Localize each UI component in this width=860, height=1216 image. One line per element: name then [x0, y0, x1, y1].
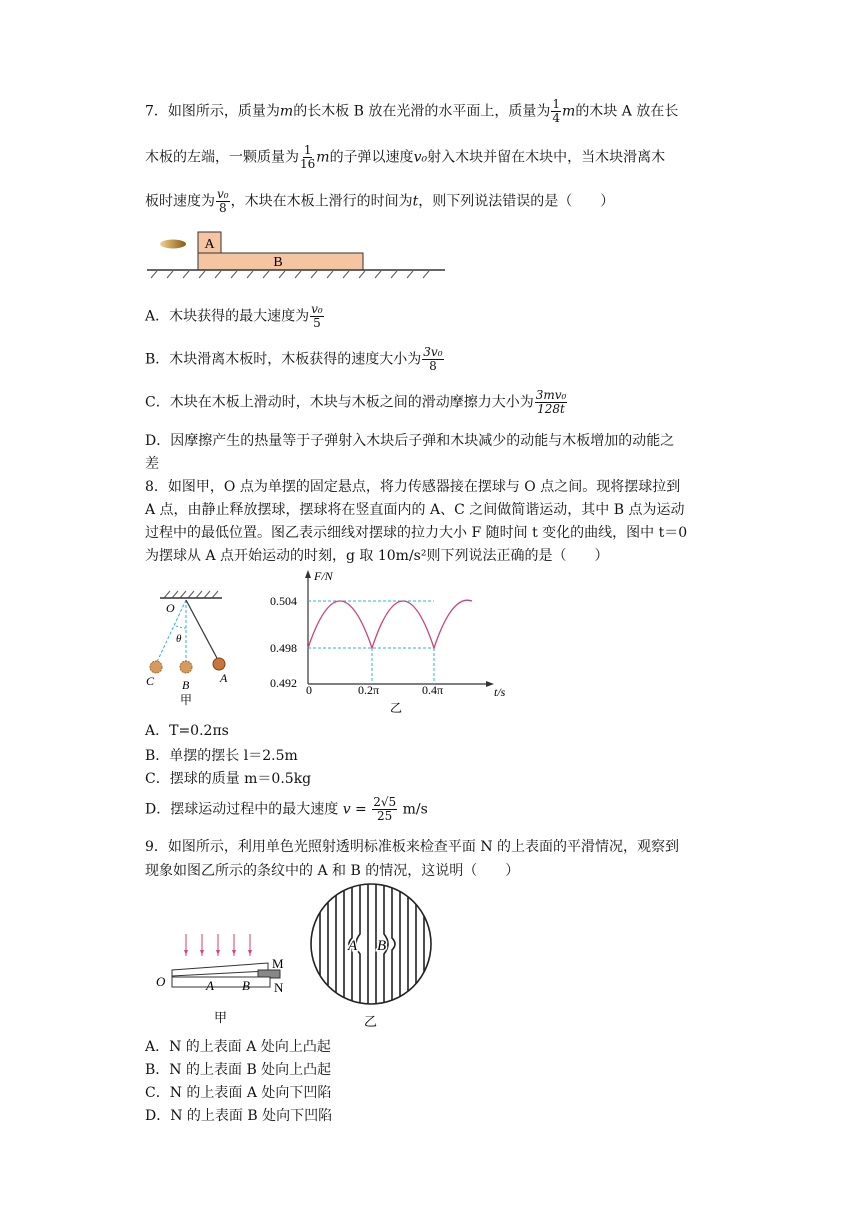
ball-b — [180, 661, 192, 673]
pivot-o-label: O — [166, 601, 175, 615]
theta-label: θ — [176, 633, 182, 645]
q8-option-a[interactable]: A．T=0.2πs — [145, 723, 229, 739]
q9-stem-line-2: 现象如图乙所示的条纹中的 A 和 B 的情况，这说明（ ） — [145, 863, 520, 879]
svg-text:N: N — [274, 980, 284, 995]
x-tick-0: 0 — [306, 683, 312, 697]
q9-figure-interference-setup — [150, 930, 300, 1030]
bullet-icon — [160, 240, 186, 249]
q7-option-a[interactable]: A．木块获得的最大速度为 $\frac{\text{v₀}}{5}$ — [145, 302, 323, 330]
force-curve — [308, 600, 472, 648]
q7-figure-block-board — [145, 228, 445, 284]
q8-option-b[interactable]: B．单摆的摆长 l＝2.5m — [145, 748, 298, 764]
fringe-a-label: A — [348, 938, 358, 954]
q7-stem-line-1: 7．如图所示，质量为m的长木板 B 放在光滑的水平面上，质量为 $\frac{1}{4}$ m的木块 A 放在长 — [145, 97, 679, 125]
q8-stem-line-3: 过程中的最低位置。图乙表示细线对摆球的拉力大小 F 随时间 t 变化的曲线，图中 t＝0 — [145, 525, 688, 541]
figure-caption-yi-2: 乙 — [364, 1014, 378, 1029]
svg-text:B: B — [182, 678, 190, 692]
q9-figure-fringes — [308, 880, 438, 1030]
q7-stem-line-2: 木板的左端，一颗质量为 $\frac{1}{16}$ m的子弹以速度v₀射入木块并留在木块中，当木块滑离木 — [145, 143, 666, 171]
svg-text:C: C — [146, 674, 155, 688]
q9-option-b[interactable]: B．N 的上表面 B 处向上凸起 — [145, 1062, 332, 1078]
ball-a — [213, 658, 225, 670]
plate-m — [172, 963, 268, 976]
svg-text:A: A — [220, 671, 228, 685]
y-tick-0504: 0.504 — [270, 594, 297, 608]
q8-option-d[interactable]: D．摆球运动过程中的最大速度 v = $\frac{2√5}{25}$ m/s — [145, 795, 428, 823]
y-tick-0492: 0.492 — [270, 676, 297, 690]
q9-option-d[interactable]: D．N 的上表面 B 处向下凹陷 — [145, 1108, 333, 1124]
svg-text:O: O — [156, 974, 166, 989]
fraction-quarter: $\frac{1}{4}$ — [552, 97, 561, 125]
q8-stem-line-4: 为摆球从 A 点开始运动的时刻，g 取 10m/s²则下列说法正确的是（ ） — [145, 548, 609, 564]
plate-n — [172, 977, 270, 987]
y-axis-label: F/N — [314, 569, 333, 583]
board-b-label: B — [273, 255, 283, 270]
svg-text:M: M — [272, 956, 284, 971]
block-a-label: A — [204, 237, 215, 252]
fringe-b-label: B — [377, 938, 387, 954]
figure-caption-yi: 乙 — [390, 701, 403, 715]
x-tick-04pi: 0.4π — [422, 683, 444, 697]
figure-caption-jia-2: 甲 — [214, 1010, 228, 1025]
q7-option-b[interactable]: B．木块滑离木板时，木板获得的速度大小为 $\frac{\text{3v₀}}{8}$ — [145, 345, 443, 373]
q7-stem-line-3: 板时速度为 $\frac{\text{v₀}}{8}$ ，木块在木板上滑行的时间为t，则下列说法错误的是（ ） — [145, 187, 615, 215]
q9-option-a[interactable]: A．N 的上表面 A 处向上凸起 — [145, 1039, 331, 1055]
svg-text:B: B — [242, 978, 250, 993]
q8-force-time-graph — [262, 568, 517, 718]
y-tick-0498: 0.498 — [270, 641, 297, 655]
x-axis-label: t/s — [494, 685, 506, 699]
q9-option-c[interactable]: C．N 的上表面 A 处向下凹陷 — [145, 1085, 332, 1101]
q8-figure-pendulum — [140, 588, 250, 708]
fraction-v0-over-8: $\frac{\text{v₀}}{8}$ — [217, 187, 229, 215]
q7-option-c[interactable]: C．木块在木板上滑动时，木块与木板之间的滑动摩擦力大小为 $\frac{\text{3mv₀}}{128t}$ — [145, 388, 567, 416]
x-tick-02pi: 0.2π — [358, 683, 380, 697]
figure-caption-jia: 甲 — [180, 693, 193, 707]
ball-c — [150, 661, 162, 673]
q7-option-d[interactable]: D．因摩擦产生的热量等于子弹射入木块后子弹和木块减少的动能与木板增加的动能之 差 — [145, 433, 675, 472]
fraction-sixteenth: $\frac{1}{16}$ — [300, 143, 316, 171]
q8-stem-line-2: A 点，由静止释放摆球，摆球将在竖直面内的 A、C 之间做简谐运动，其中 B 点为运动 — [145, 502, 685, 518]
svg-text:A: A — [206, 978, 214, 993]
q8-option-c[interactable]: C．摆球的质量 m＝0.5kg — [145, 771, 312, 787]
q9-stem-line-1: 9．如图所示，利用单色光照射透明标准板来检查平面 N 的上表面的平滑情况，观察到 — [145, 839, 680, 855]
q8-stem-line-1: 8．如图甲，O 点为单摆的固定悬点，将力传感器接在摆球与 O 点之间。现将摆球拉到 — [145, 479, 681, 495]
